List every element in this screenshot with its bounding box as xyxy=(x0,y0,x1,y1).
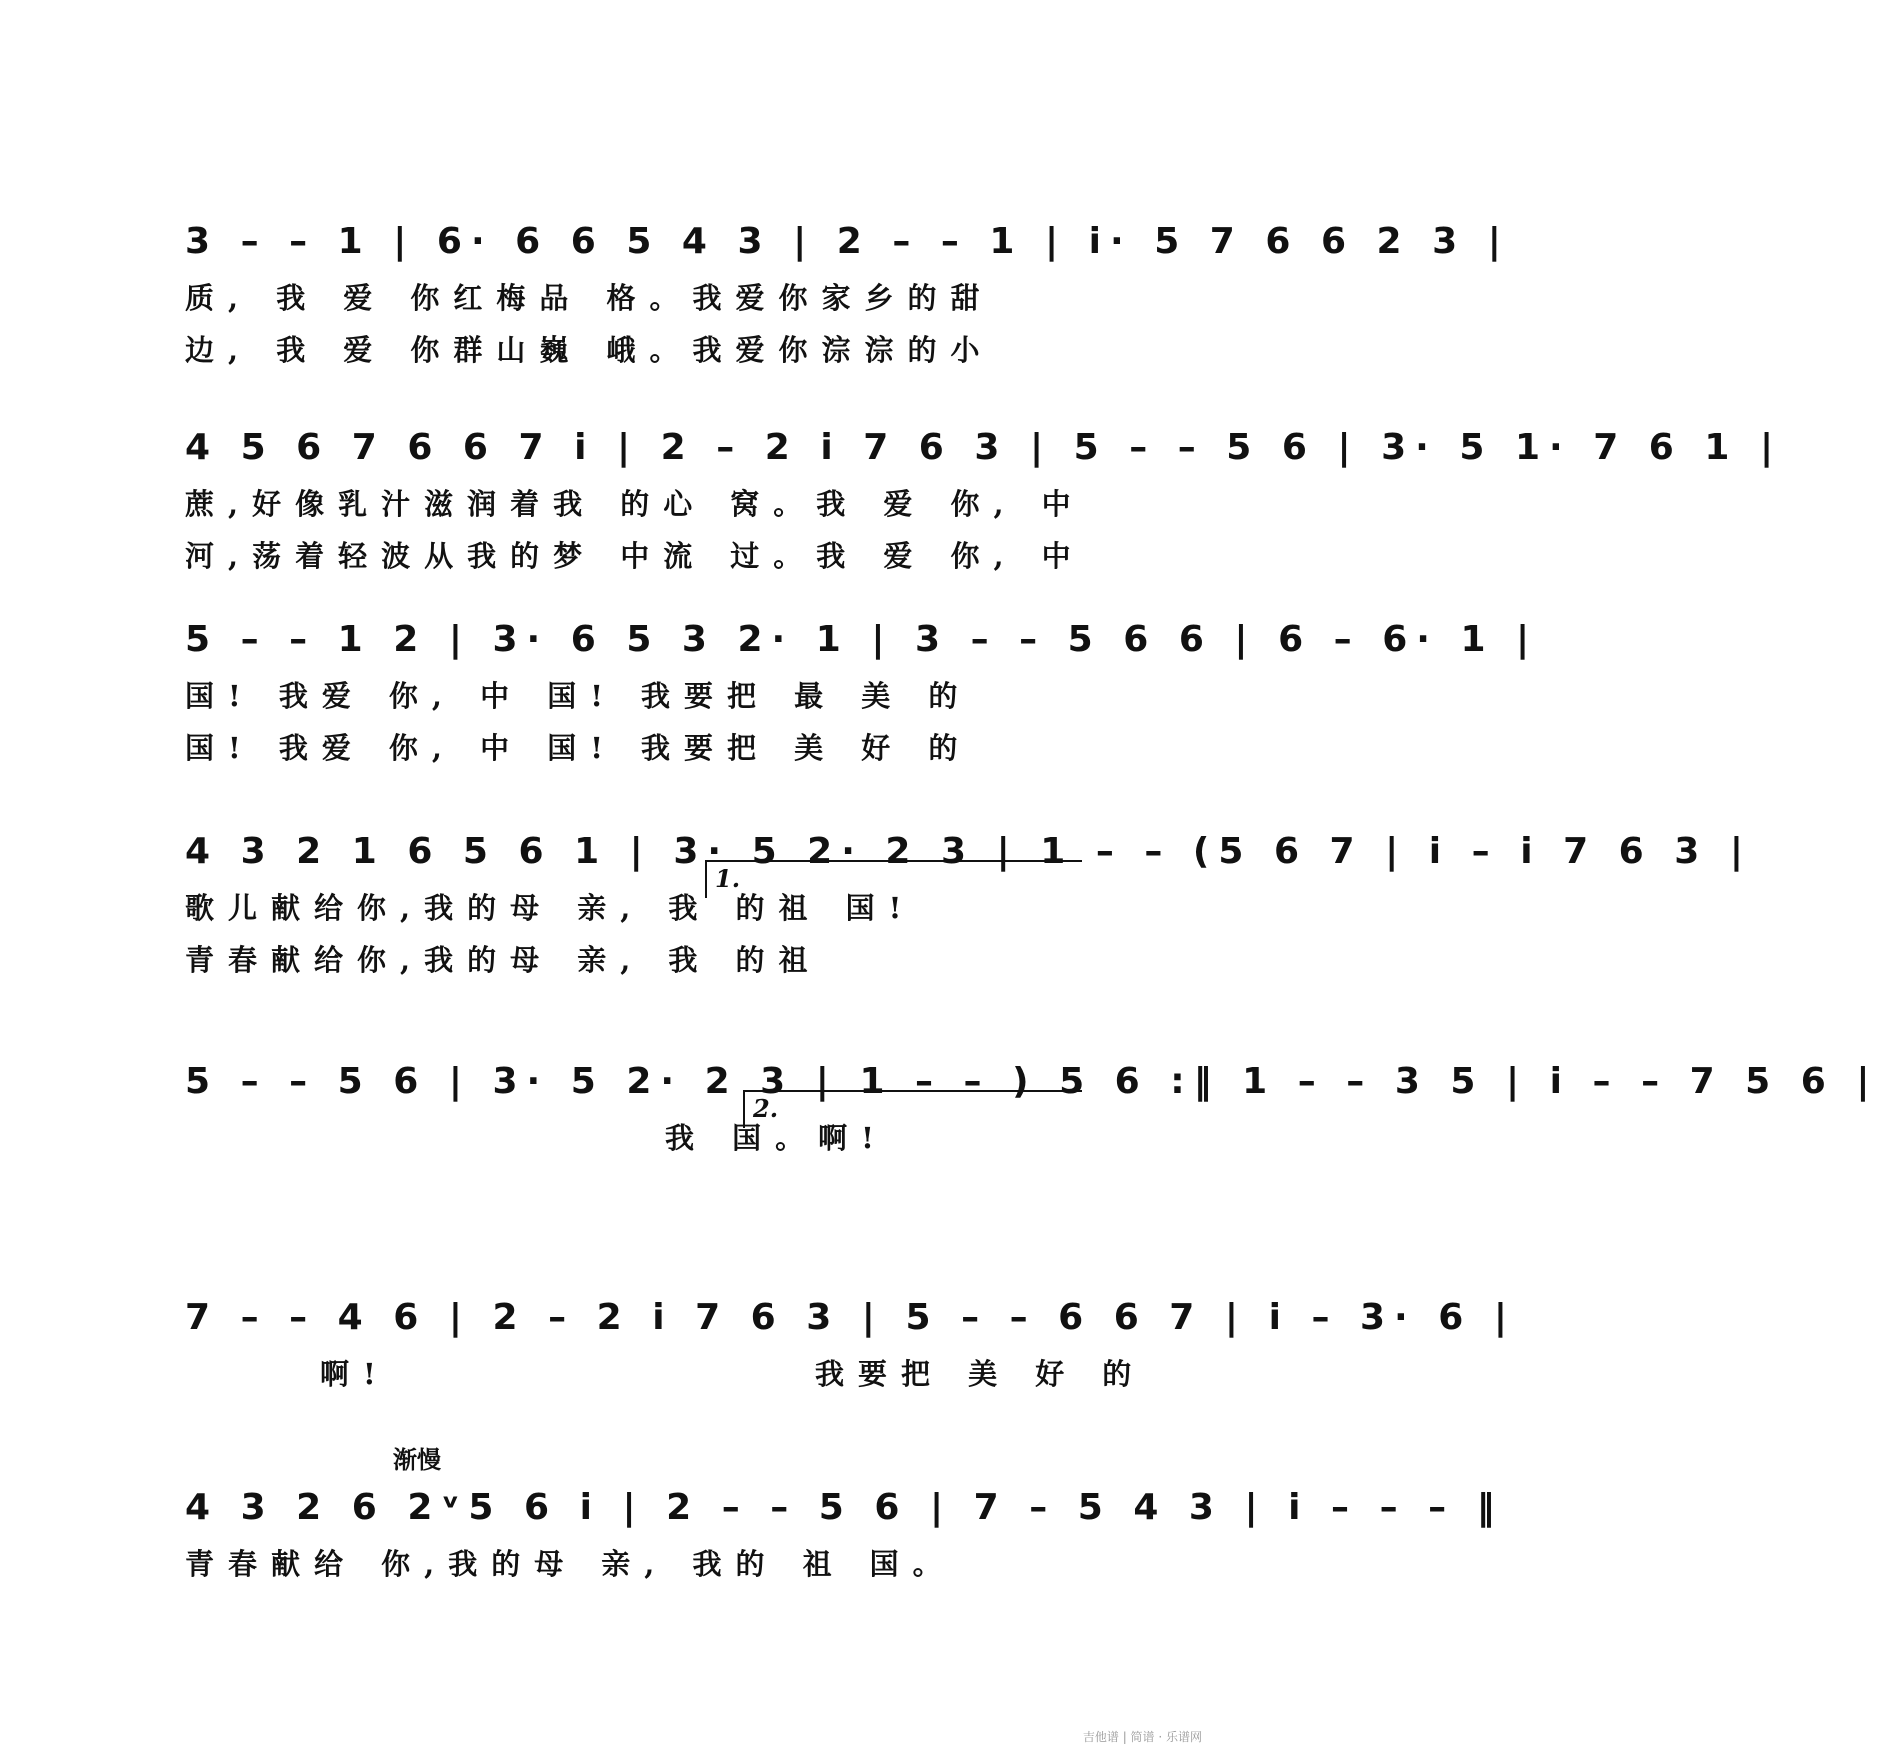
lyric-verse-2: 青春献给你,我的母 亲, 我 的祖 xyxy=(185,943,822,977)
lyric-verse-2: 河,荡着轻波从我的梦 中流 过。我 爱 你, 中 xyxy=(185,539,1085,573)
lyric-verse-1-b: 我要把 美 好 的 xyxy=(815,1357,1146,1391)
notation-line: 7 – – 4 6 | 2 – 2 i 7 6 3 | 5 – – 6 6 7 | i – 3· 6 | xyxy=(185,1297,1516,1338)
lyric-verse-2: 国! 我爱 你, 中 国! 我要把 美 好 的 xyxy=(185,731,972,765)
tempo-marking: 渐慢 xyxy=(393,1446,441,1474)
lyric-verse-1: 青春献给 你,我的母 亲, 我的 祖 国。 xyxy=(185,1547,956,1581)
lyric-verse-1: 蔗,好像乳汁滋润着我 的心 窝。我 爱 你, 中 xyxy=(185,487,1085,521)
lyric-verse-1: 我 国。啊! xyxy=(665,1121,888,1155)
lyric-verse-1: 质, 我 爱 你红梅品 格。我爱你家乡的甜 xyxy=(185,281,994,315)
notation-line: 4 3 2 1 6 5 6 1 | 3· 5 2· 2 3 | 1 – – (5 6 7 | i – i 7 6 3 | xyxy=(185,831,1752,872)
lyric-verse-1: 啊! xyxy=(320,1357,390,1391)
lyric-verse-1: 国! 我爱 你, 中 国! 我要把 最 美 的 xyxy=(185,679,972,713)
notation-line: 4 5 6 7 6 6 7 i | 2 – 2 i 7 6 3 | 5 – – 5 6 | 3· 5 1· 7 6 1 | xyxy=(185,427,1783,468)
lyric-verse-2: 边, 我 爱 你群山巍 峨。我爱你淙淙的小 xyxy=(185,333,994,367)
notation-line: 5 – – 1 2 | 3· 6 5 3 2· 1 | 3 – – 5 6 6 | 6 – 6· 1 | xyxy=(185,619,1539,660)
volta-label: 2. xyxy=(753,1094,779,1123)
watermark-footer: 吉他谱 | 简谱 · 乐谱网 xyxy=(1082,1730,1202,1744)
lyric-verse-1: 歌儿献给你,我的母 亲, 我 的祖 国! xyxy=(185,891,916,925)
volta-label: 1. xyxy=(715,864,741,893)
notation-line: 3 – – 1 | 6· 6 6 5 4 3 | 2 – – 1 | i· 5 7 6 6 2 3 | xyxy=(185,221,1510,262)
notation-line: 4 3 2 6 2ᵛ5 6 i | 2 – – 5 6 | 7 – 5 4 3 | i – – – ‖ xyxy=(185,1487,1504,1528)
notation-line: 5 – – 5 6 | 3· 5 2· 2 3 | 1 – – ) 5 6 :‖ 1 – – 3 5 | i – – 7 5 6 | xyxy=(185,1061,1879,1102)
